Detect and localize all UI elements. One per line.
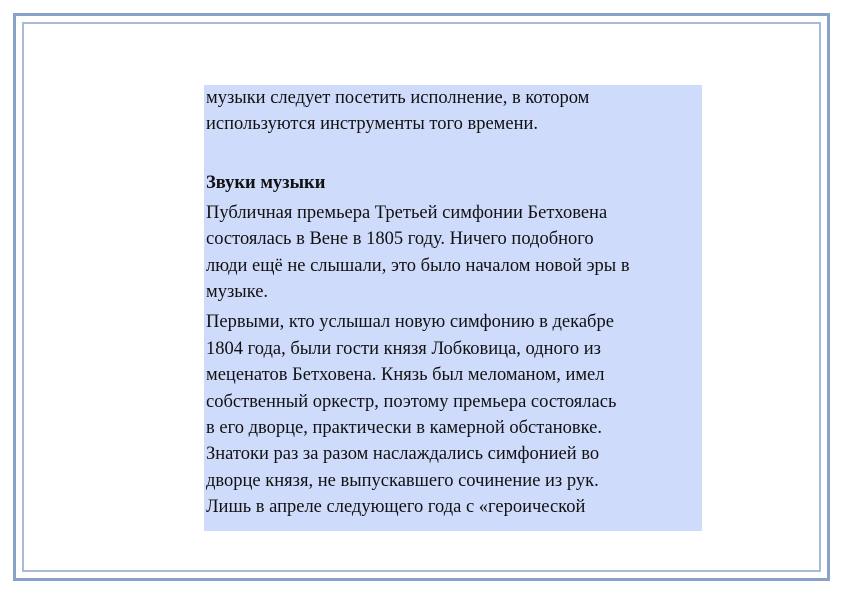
section-heading: Звуки музыки xyxy=(206,172,326,193)
intro-line: используются инструменты того времени. xyxy=(206,114,539,135)
paragraph-line: дворце князя, не выпускавшего сочинение из рук. xyxy=(206,470,599,491)
paragraph-line: люди ещё не слышали, это было началом новой эры в xyxy=(206,255,630,276)
paragraph-line: собственный оркестр, поэтому премьера состоялась xyxy=(206,391,617,412)
text-panel xyxy=(204,85,702,531)
paragraph-line: 1804 года, были гости князя Лобковица, одного из xyxy=(206,338,601,359)
paragraph-line: меценатов Бетховена. Князь был меломаном, имел xyxy=(206,365,605,386)
paragraph-1 xyxy=(204,200,702,306)
intro-line: музыки следует посетить исполнение, в котором xyxy=(206,88,590,108)
paragraph-line: состоялась в Вене в 1805 году. Ничего подобного xyxy=(206,229,594,250)
spacer xyxy=(204,138,702,170)
paragraph-line: Публичная премьера Третьей симфонии Бетховена xyxy=(206,202,608,223)
paragraph-line: музыке. xyxy=(206,282,269,303)
paragraph-line: Знатоки раз за разом наслаждались симфонией во xyxy=(206,444,600,465)
intro-paragraph xyxy=(204,85,702,138)
paragraph-line: Лишь в апреле следующего года с «героической xyxy=(206,497,586,518)
paragraph-line: в его дворце, практически в камерной обстановке. xyxy=(206,418,603,439)
paragraph-line: Первыми, кто услышал новую симфонию в декабре xyxy=(206,312,614,333)
paragraph-2 xyxy=(204,309,702,520)
